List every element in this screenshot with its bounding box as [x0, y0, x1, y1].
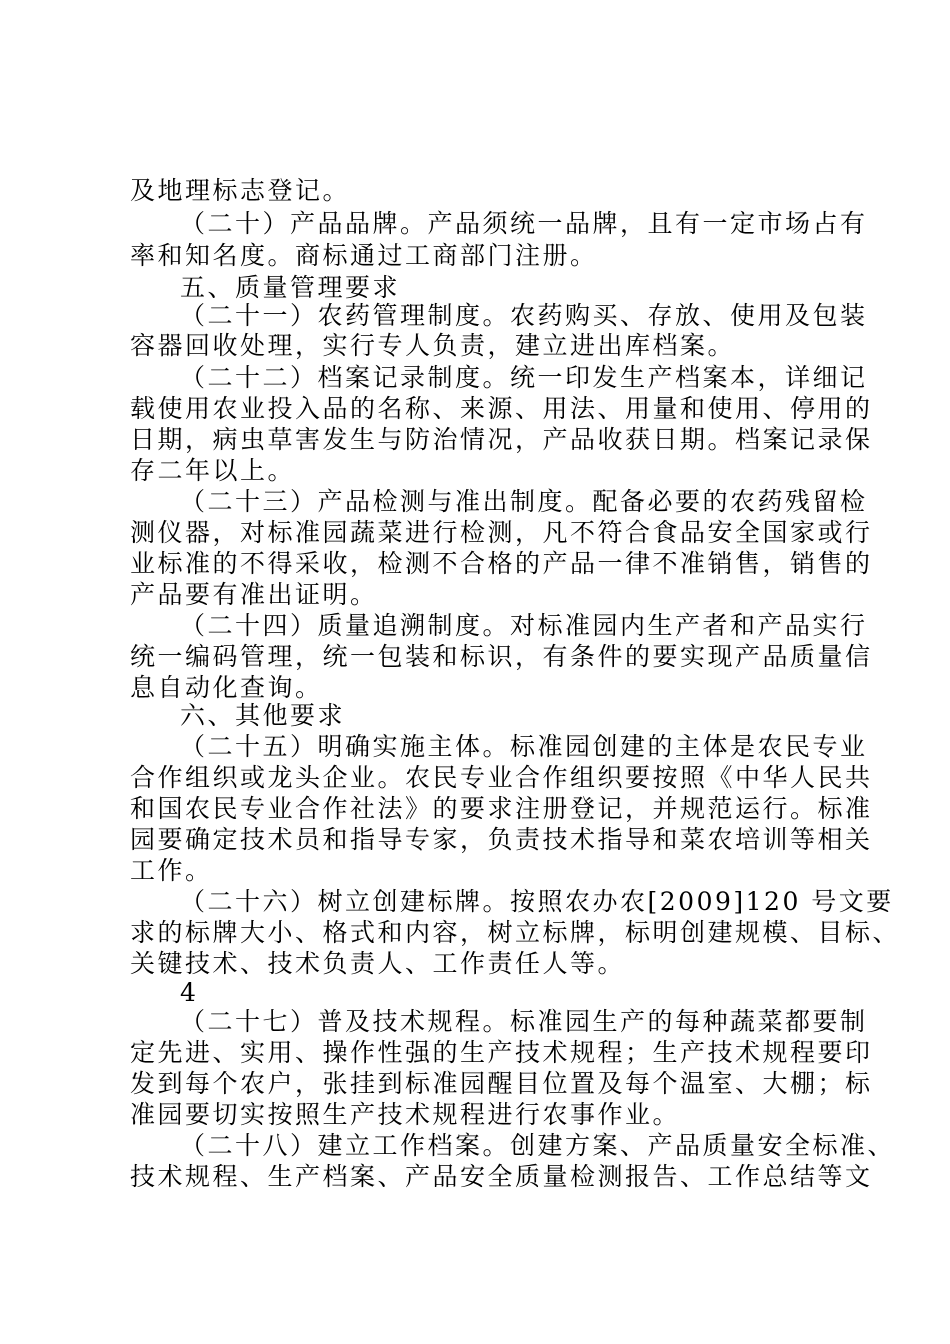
paragraph-line: （二十四）质量追溯制度。对标准园内生产者和产品实行	[180, 611, 868, 640]
text-line: 存二年以上。	[130, 456, 296, 485]
text-line: 定先进、实用、操作性强的生产技术规程；生产技术规程要印	[130, 1038, 873, 1067]
text-line: 统一编码管理，统一包装和标识，有条件的要实现产品质量信	[130, 642, 873, 671]
paragraph-line: （二十六）树立创建标牌。按照农办农[2009]120 号文要	[180, 887, 894, 916]
text-line: 及地理标志登记。	[130, 176, 351, 205]
page-number: 4	[180, 978, 199, 1007]
text-line: 关键技术、技术负责人、工作责任人等。	[130, 949, 626, 978]
text-line: 发到每个农户，张挂到标准园醒目位置及每个温室、大棚；标	[130, 1069, 873, 1098]
text-line: 容器回收处理，实行专人负责，建立进出库档案。	[130, 331, 736, 360]
paragraph-line: （二十）产品品牌。产品须统一品牌，且有一定市场占有	[180, 209, 868, 238]
section-heading: 五、质量管理要求	[180, 273, 401, 302]
text-line: 园要确定技术员和指导专家，负责技术指导和菜农培训等相关	[130, 825, 873, 854]
text-line: 准园要切实按照生产技术规程进行农事作业。	[130, 1100, 681, 1129]
paragraph-line: （二十三）产品检测与准出制度。配备必要的农药残留检	[180, 487, 868, 516]
paragraph-line: （二十七）普及技术规程。标准园生产的每种蔬菜都要制	[180, 1007, 868, 1036]
text-line: 技术规程、生产档案、产品安全质量检测报告、工作总结等文	[130, 1162, 873, 1191]
text-line: 合作组织或龙头企业。农民专业合作组织要按照《中华人民共	[130, 763, 873, 792]
text-line: 产品要有准出证明。	[130, 580, 378, 609]
paragraph-line: （二十五）明确实施主体。标准园创建的主体是农民专业	[180, 732, 868, 761]
text-line: 工作。	[130, 856, 213, 885]
paragraph-line: （二十一）农药管理制度。农药购买、存放、使用及包装	[180, 301, 868, 330]
text-line: 和国农民专业合作社法》的要求注册登记，并规范运行。标准	[130, 794, 873, 823]
section-heading: 六、其他要求	[180, 701, 346, 730]
text-line: 日期，病虫草害发生与防治情况，产品收获日期。档案记录保	[130, 425, 873, 454]
text-line: 求的标牌大小、格式和内容，树立标牌，标明创建规模、目标、	[130, 918, 901, 947]
text-line: 息自动化查询。	[130, 673, 323, 702]
text-line: 测仪器，对标准园蔬菜进行检测，凡不符合食品安全国家或行	[130, 518, 873, 547]
text-line: 载使用农业投入品的名称、来源、用法、用量和使用、停用的	[130, 394, 873, 423]
text-line: 率和知名度。商标通过工商部门注册。	[130, 241, 598, 270]
paragraph-line: （二十二）档案记录制度。统一印发生产档案本，详细记	[180, 363, 868, 392]
paragraph-line: （二十八）建立工作档案。创建方案、产品质量安全标准、	[180, 1131, 896, 1160]
text-line: 业标准的不得采收，检测不合格的产品一律不准销售，销售的	[130, 549, 873, 578]
